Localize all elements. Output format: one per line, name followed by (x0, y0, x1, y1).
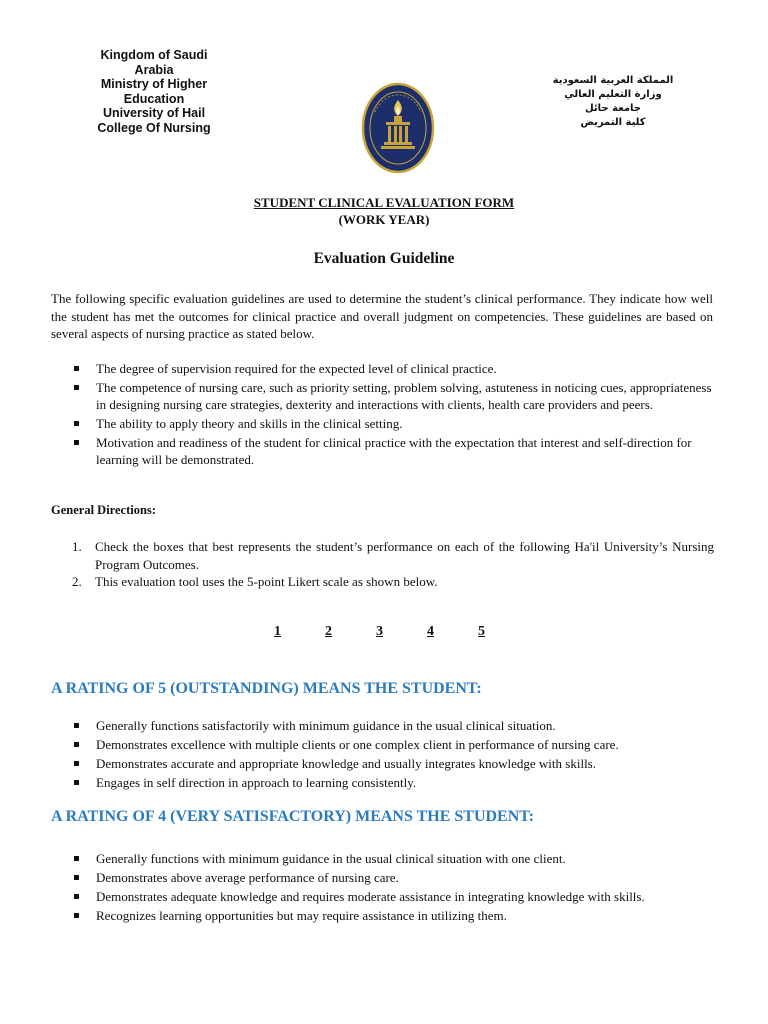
scale-value: 3 (376, 624, 383, 639)
list-item: The degree of supervision required for the expected level of clinical practice. (72, 360, 714, 377)
aspects-list (72, 360, 714, 470)
bullet-icon (74, 385, 79, 390)
header-line: Ministry of Higher (100, 77, 208, 92)
list-item: 2. This evaluation tool uses the 5-point Likert scale as shown below. (72, 574, 438, 589)
intro-paragraph: The following specific evaluation guidelines are used to determine the student’s clinical performance. They indicate how well the student has met the outcomes for clinical practice and overall judgment on competencies. These guidelines are based on several aspects of nursing practice as stated below. (51, 291, 713, 342)
list-item: Generally functions with minimum guidance in the usual clinical situation with one client. (72, 850, 714, 867)
form-subtitle: (WORK YEAR) (338, 212, 430, 227)
form-title: STUDENT CLINICAL EVALUATION FORM (253, 195, 515, 210)
header-line: Education (123, 91, 185, 106)
bullet-icon (74, 742, 79, 747)
list-item: Demonstrates excellence with multiple clients or one complex client in performance of nursing care. (72, 736, 714, 753)
list-item: Engages in self direction in approach to learning consistently. (72, 774, 714, 791)
list-item: The competence of nursing care, such as priority setting, problem solving, astuteness in noticing cues, appropriateness in designing nursing care strategies, dexterity and interactions with clients, health care providers and peers. (72, 379, 714, 413)
university-logo (361, 82, 435, 174)
header-line: University of Hail (102, 106, 206, 121)
header-line: Arabia (134, 62, 174, 77)
rating-5-heading: A RATING OF 5 (OUTSTANDING) MEANS THE STUDENT: (51, 680, 482, 697)
list-item: Demonstrates adequate knowledge and requires moderate assistance in integrating knowledge with skills. (72, 888, 714, 905)
list-item: 1. Check the boxes that best represents the student’s performance on each of the following Ha'il University’s Nursing Program Outcomes. (72, 539, 714, 572)
list-item: Recognizes learning opportunities but may require assistance in utilizing them. (72, 907, 714, 924)
header-line: كلية التمريض (580, 117, 646, 128)
list-item: Motivation and readiness of the student for clinical practice with the expectation that interest and self-direction for learning will be demonstrated. (72, 434, 714, 468)
bullet-icon (74, 875, 79, 880)
bullet-icon (74, 856, 79, 861)
header-line: جامعة حائل (585, 103, 641, 114)
header-line: College Of Nursing (97, 120, 211, 135)
institution-header-english (84, 48, 224, 136)
scale-value: 1 (274, 624, 281, 639)
bullet-icon (74, 440, 79, 445)
list-item: Demonstrates accurate and appropriate knowledge and usually integrates knowledge with skills. (72, 755, 714, 772)
directions-list (68, 538, 714, 591)
rating-4-list (72, 850, 714, 926)
scale-value: 5 (478, 624, 485, 639)
likert-scale (274, 624, 492, 640)
bullet-icon (74, 723, 79, 728)
bullet-icon (74, 913, 79, 918)
general-directions-heading: General Directions: (51, 503, 156, 517)
institution-header-arabic (548, 74, 678, 130)
header-line: Kingdom of Saudi (100, 48, 208, 62)
scale-value: 2 (325, 624, 332, 639)
list-item: The ability to apply theory and skills in the clinical setting. (72, 415, 714, 432)
bullet-icon (74, 366, 79, 371)
section-title: Evaluation Guideline (313, 250, 455, 267)
rating-4-heading: A RATING OF 4 (VERY SATISFACTORY) MEANS THE STUDENT: (51, 808, 535, 825)
header-line: وزارة التعليم العالي (564, 89, 662, 100)
bullet-icon (74, 780, 79, 785)
bullet-icon (74, 894, 79, 899)
rating-5-list (72, 717, 714, 793)
bullet-icon (74, 761, 79, 766)
header-line: المملكة العربية السعودية (552, 75, 674, 86)
scale-value: 4 (427, 624, 434, 639)
list-item: Generally functions satisfactorily with minimum guidance in the usual clinical situation. (72, 717, 714, 734)
bullet-icon (74, 421, 79, 426)
list-item: Demonstrates above average performance of nursing care. (72, 869, 714, 886)
